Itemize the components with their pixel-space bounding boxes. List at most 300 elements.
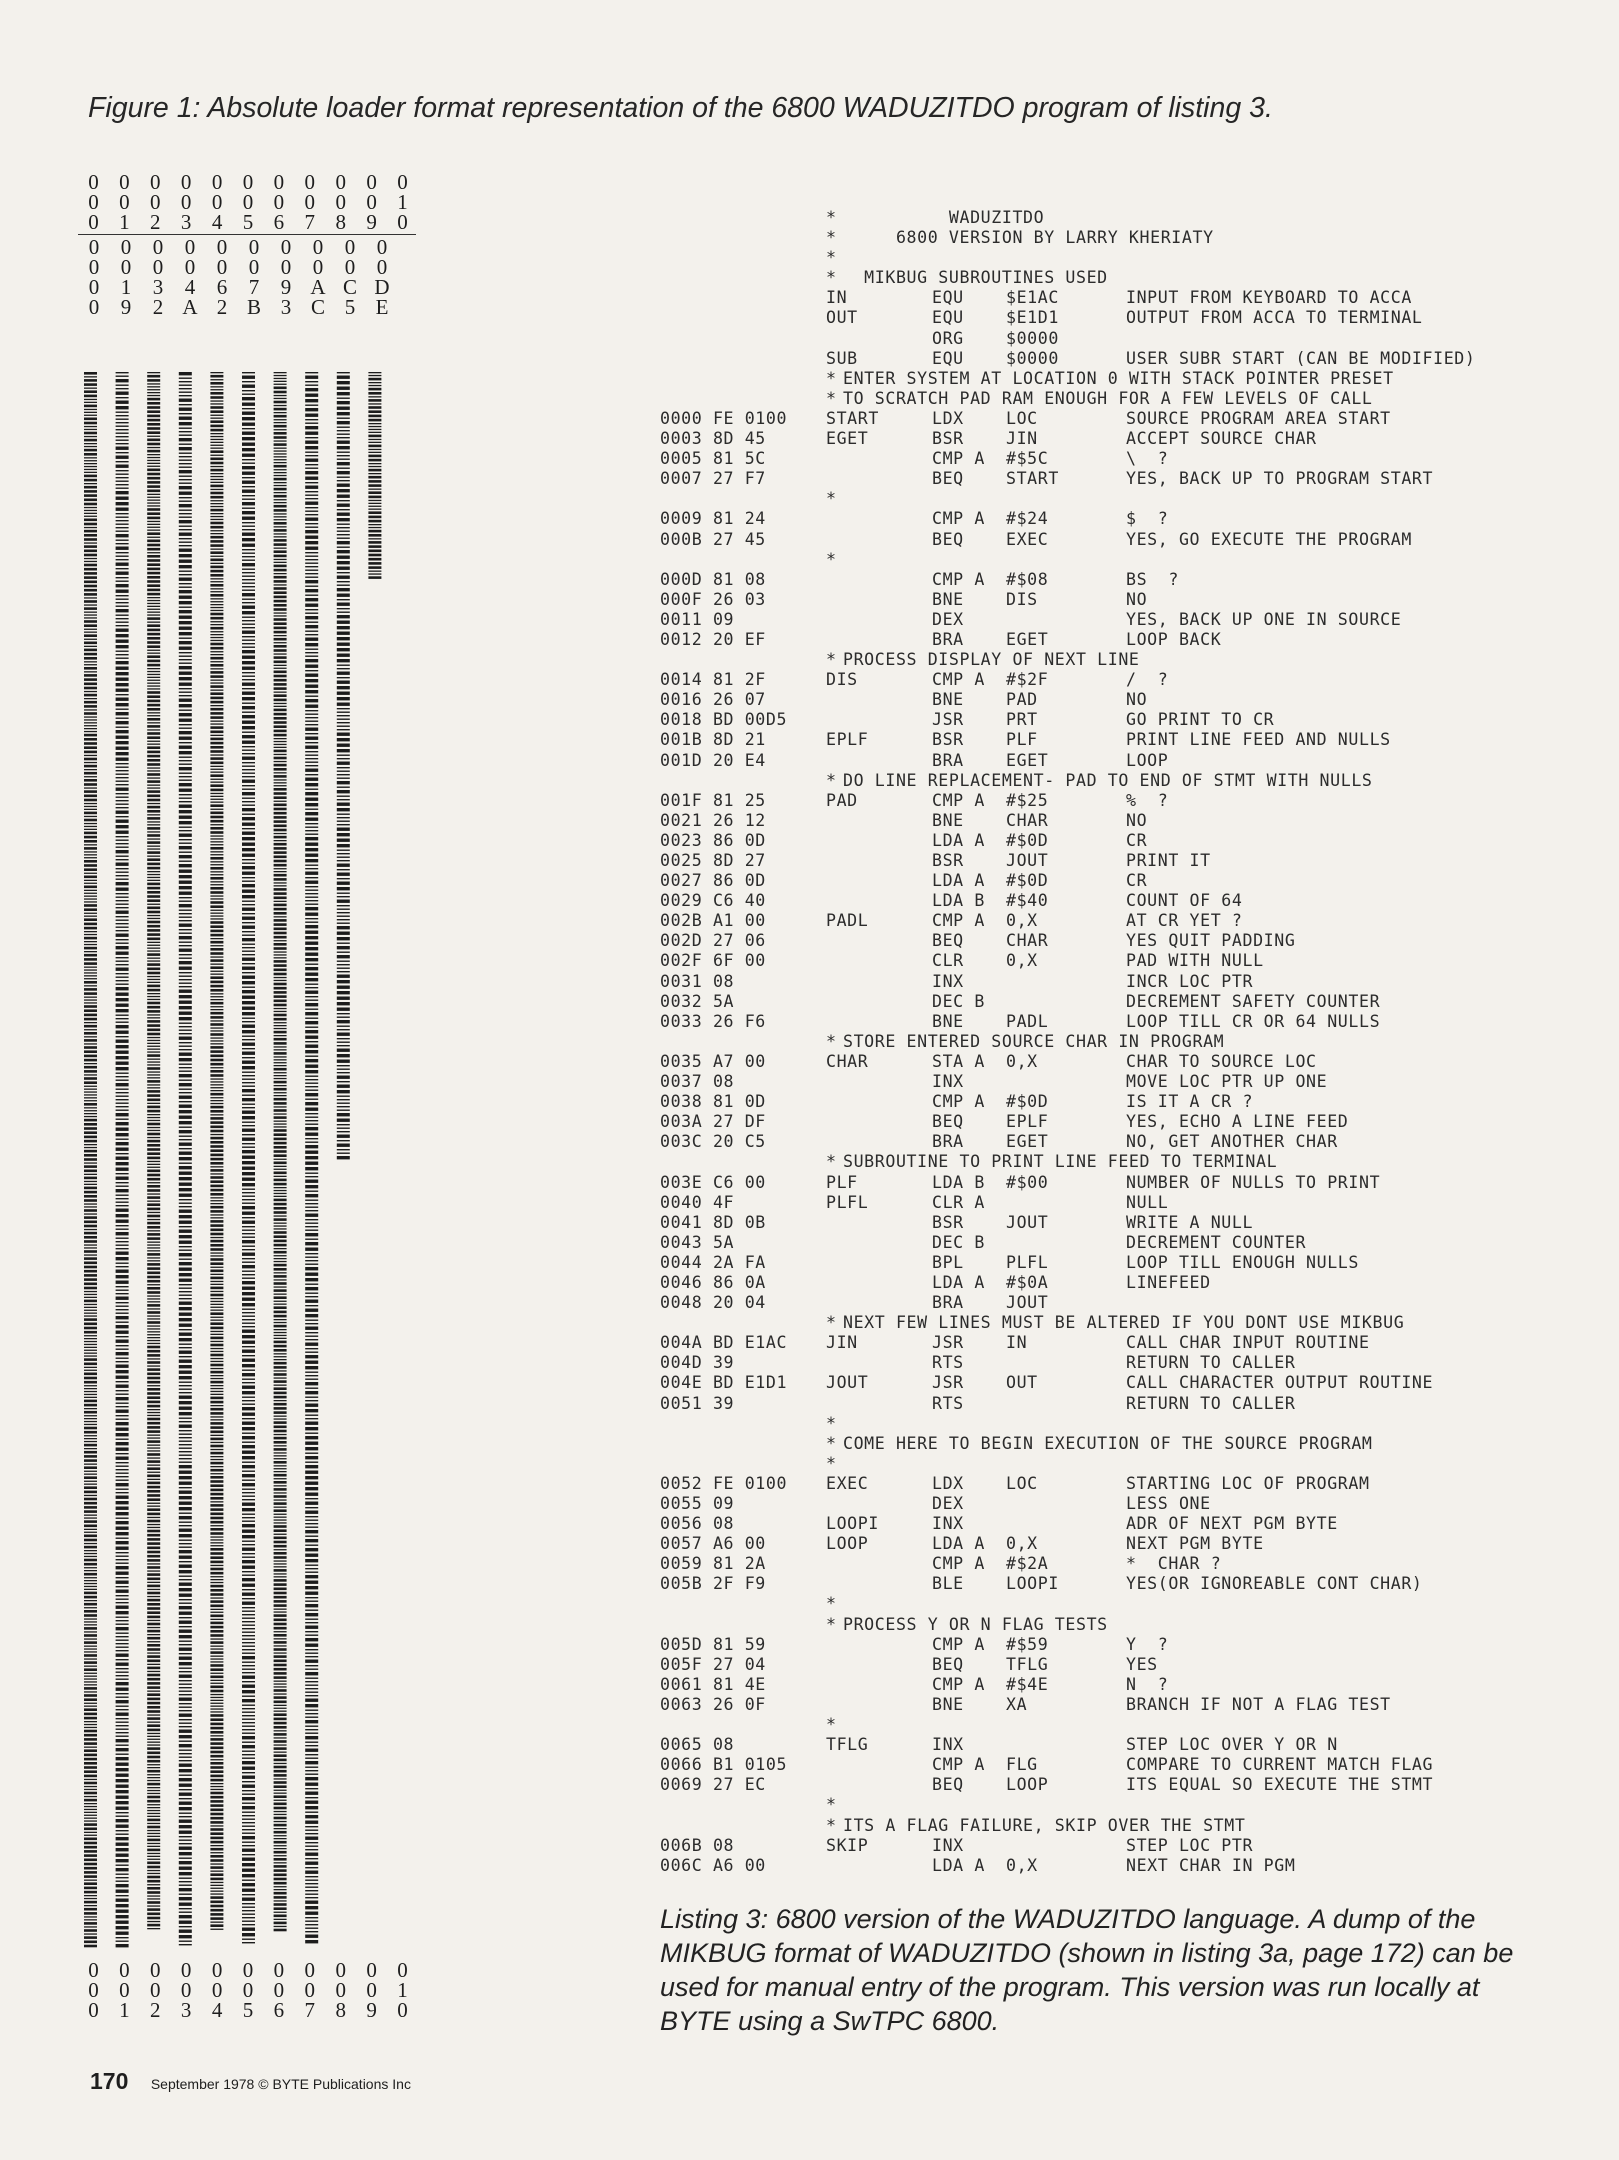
barcode-bar (147, 1024, 160, 1027)
barcode-bar (84, 1563, 97, 1566)
barcode-bar (147, 725, 160, 728)
barcode-bar (242, 583, 255, 584)
barcode-bar (84, 1466, 97, 1469)
label-field: EPLF (826, 730, 869, 750)
digit: 3 (180, 1998, 192, 2022)
barcode-bar (84, 1187, 97, 1190)
barcode-bar (116, 1480, 129, 1481)
barcode-bar (84, 1627, 97, 1630)
barcode-bar (116, 1904, 129, 1907)
barcode-bar (242, 1628, 255, 1629)
barcode-bar (147, 1422, 160, 1425)
barcode-bar (274, 840, 287, 841)
barcode-bar (305, 1293, 318, 1294)
barcode-bar (274, 1509, 287, 1512)
barcode-bar (179, 545, 192, 546)
barcode-bar (274, 1845, 287, 1846)
barcode-bar (179, 1183, 192, 1186)
barcode-bar (337, 527, 350, 528)
barcode-bar (179, 1691, 192, 1692)
barcode-bar (179, 1764, 192, 1767)
barcode-bar (274, 1711, 287, 1712)
barcode-bar (274, 964, 287, 967)
barcode-bar (242, 1217, 255, 1218)
barcode-bar (242, 1907, 255, 1908)
barcode-bar (210, 721, 223, 722)
barcode-bar (210, 1561, 223, 1564)
barcode-bar (337, 703, 350, 706)
barcode-bar (242, 976, 255, 979)
barcode-bar (210, 1630, 223, 1633)
barcode-bar (179, 699, 192, 702)
comment-field: N ? (1126, 1674, 1169, 1694)
barcode-bar (337, 585, 350, 586)
barcode-bar (337, 418, 350, 419)
barcode-bar (84, 399, 97, 400)
barcode-bar (116, 661, 129, 664)
barcode-bar (147, 386, 160, 387)
barcode-bar (147, 999, 160, 1000)
comment-field: RETURN TO CALLER (1126, 1353, 1296, 1373)
barcode-bar (116, 1142, 129, 1145)
barcode-bar (242, 947, 255, 948)
barcode-bar (274, 543, 287, 546)
barcode-bar (274, 1824, 287, 1827)
barcode-bar (337, 1026, 350, 1027)
barcode-bar (274, 1596, 287, 1599)
barcode-bar (179, 467, 192, 468)
digit: 0 (184, 235, 196, 259)
barcode-bar (305, 1672, 318, 1675)
barcode-bar (210, 1002, 223, 1005)
barcode-bar (147, 1080, 160, 1083)
barcode-bar (210, 1873, 223, 1876)
barcode-bar (147, 537, 160, 538)
comment-marker: * (826, 1795, 837, 1815)
barcode-bar (84, 1871, 97, 1874)
digit: 0 (88, 1978, 99, 2002)
barcode-bar (210, 757, 223, 760)
digit: 0 (344, 235, 356, 259)
barcode-bar (337, 1081, 350, 1082)
barcode-bar (242, 372, 255, 373)
barcode-bar (84, 1922, 97, 1925)
barcode-bar (305, 918, 318, 919)
barcode-bar (274, 1645, 287, 1646)
barcode-bar (116, 1177, 129, 1180)
barcode-bar (274, 1196, 287, 1197)
barcode-bar (179, 1291, 192, 1292)
object-code: 0037 08 (660, 1072, 735, 1092)
barcode-bar (274, 649, 287, 652)
barcode-bar (337, 781, 350, 784)
barcode-bar (147, 1373, 160, 1376)
barcode-bar (242, 376, 255, 379)
barcode-bar (337, 1110, 350, 1111)
operand-field: LOOPI (1006, 1574, 1059, 1594)
barcode-bar (147, 722, 160, 723)
barcode-bar (116, 736, 129, 739)
barcode-bar (274, 1319, 287, 1320)
barcode-bar (84, 1367, 97, 1368)
barcode-bar (147, 410, 160, 413)
barcode-bar (84, 1842, 97, 1845)
barcode-bar (210, 680, 223, 681)
digit: 0 (88, 210, 99, 234)
barcode-bar (274, 995, 287, 998)
barcode-bar (242, 1598, 255, 1599)
barcode-bar (116, 577, 129, 578)
barcode-bar (274, 622, 287, 625)
label-field: PLF (826, 1172, 858, 1192)
barcode-bar (84, 854, 97, 855)
barcode-bar (147, 633, 160, 636)
barcode-bar (179, 632, 192, 635)
barcode-bar (210, 851, 223, 852)
barcode-bar (274, 415, 287, 418)
barcode-bar (179, 886, 192, 889)
barcode-bar (179, 517, 192, 518)
barcode-bar (242, 495, 255, 496)
label-field: SKIP (826, 1835, 869, 1855)
code-line (660, 1253, 1560, 1273)
barcode-bar (84, 1820, 97, 1821)
barcode-bar (242, 481, 255, 484)
barcode-bar (84, 1455, 97, 1458)
barcode-bar (305, 893, 318, 894)
barcode-bar (147, 688, 160, 689)
barcode-bar (274, 703, 287, 704)
barcode-bar (147, 1276, 160, 1279)
barcode-bar (210, 1162, 223, 1165)
barcode-bar (242, 715, 255, 718)
object-code: 0029 C6 40 (660, 891, 766, 911)
barcode-bar (274, 1008, 287, 1009)
barcode-bar (210, 838, 223, 839)
barcode-bar (242, 1196, 255, 1197)
barcode-bar (210, 1668, 223, 1671)
barcode-bar (147, 1733, 160, 1734)
barcode-bar (147, 1494, 160, 1497)
barcode-bar (147, 1164, 160, 1165)
barcode-bar (210, 1913, 223, 1916)
barcode-bar (210, 1866, 223, 1869)
barcode-bar (242, 1656, 255, 1659)
barcode-bar (179, 1250, 192, 1251)
comment-field: YES, BACK UP ONE IN SOURCE (1126, 609, 1402, 629)
barcode-bar (337, 495, 350, 498)
object-code: 0018 BD 00D5 (660, 710, 788, 730)
barcode-bar (179, 746, 192, 749)
barcode-bar (274, 1488, 287, 1491)
barcode-bar (179, 1707, 192, 1708)
barcode-bar (116, 563, 129, 566)
barcode-bar (274, 1781, 287, 1784)
barcode-bar (116, 1785, 129, 1788)
comment-line (660, 1434, 1560, 1454)
barcode-bar (210, 1922, 223, 1923)
barcode-bar (305, 649, 318, 650)
barcode-bar (274, 465, 287, 468)
opcode-field: BNE (932, 690, 964, 710)
barcode-bar (242, 1143, 255, 1144)
operand-field: EGET (1006, 629, 1049, 649)
barcode-bar (210, 1381, 223, 1384)
barcode-bar (116, 540, 129, 541)
barcode-bar (274, 1592, 287, 1595)
barcode-bar (305, 1830, 318, 1831)
barcode-bar (210, 1929, 223, 1930)
barcode-bar (179, 1425, 192, 1428)
barcode-bar (210, 1718, 223, 1721)
barcode-bar (116, 1106, 129, 1107)
barcode-bar (305, 762, 318, 763)
barcode-bar (179, 875, 192, 878)
digit: 0 (180, 190, 192, 214)
barcode-bar (84, 1823, 97, 1826)
comment-marker: * (826, 1433, 837, 1453)
barcode-bar (179, 1329, 192, 1330)
comment-field: NUMBER OF NULLS TO PRINT (1126, 1172, 1381, 1192)
digit: A (310, 275, 326, 299)
barcode-bar (337, 980, 350, 983)
barcode-bar (147, 799, 160, 802)
operand-field: #$2A (1006, 1554, 1049, 1574)
barcode-bar (242, 1733, 255, 1734)
barcode-bar (274, 432, 287, 435)
barcode-bar (147, 810, 160, 813)
barcode-bar (179, 1550, 192, 1553)
barcode-bar (368, 426, 381, 427)
barcode-bar (179, 638, 192, 639)
barcode-bar (179, 1262, 192, 1265)
comment-field: ITS EQUAL SO EXECUTE THE STMT (1126, 1775, 1434, 1795)
barcode-bar (147, 1447, 160, 1448)
barcode-bar (242, 972, 255, 973)
barcode-bar (84, 988, 97, 991)
barcode-bar (337, 896, 350, 897)
operand-field: CHAR (1006, 810, 1049, 830)
barcode-bar (337, 1072, 350, 1073)
barcode-bar (274, 419, 287, 420)
barcode-bar (84, 1244, 97, 1245)
digit: 0 (280, 235, 292, 259)
barcode-bar (179, 976, 192, 977)
barcode-bar (179, 1789, 192, 1790)
barcode-bar (305, 830, 318, 831)
barcode-bar (274, 1627, 287, 1630)
barcode-bar (84, 1154, 97, 1157)
barcode-bar (116, 618, 129, 619)
barcode-bar (274, 587, 287, 590)
barcode-bar (147, 454, 160, 455)
barcode-bar (242, 1726, 255, 1727)
barcode-bar (274, 1133, 287, 1136)
barcode-bar (147, 1551, 160, 1554)
barcode-bar (210, 884, 223, 885)
barcode-bar (305, 1117, 318, 1118)
barcode-bar (84, 951, 97, 952)
barcode-bar (274, 1763, 287, 1764)
barcode-bar (116, 1370, 129, 1373)
barcode-bar (368, 554, 381, 557)
barcode-bar (179, 767, 192, 770)
barcode-bar (179, 578, 192, 581)
barcode-bar (147, 1445, 160, 1446)
digit: 0 (120, 255, 132, 279)
barcode-bar (116, 993, 129, 996)
barcode-bar (210, 952, 223, 955)
barcode-bar (84, 1738, 97, 1741)
barcode-bar (116, 1080, 129, 1081)
barcode-bar (84, 1867, 97, 1870)
barcode-bar (242, 1662, 255, 1663)
comment-text: WADUZITDO (843, 208, 1045, 227)
object-code: 005F 27 04 (660, 1654, 766, 1674)
barcode-bar (147, 1037, 160, 1038)
barcode-bar (242, 1278, 255, 1279)
barcode-bar (179, 1825, 192, 1828)
barcode-bar (210, 496, 223, 499)
barcode-bar (147, 841, 160, 844)
barcode-bar (116, 875, 129, 876)
barcode-bar (242, 1386, 255, 1389)
barcode-bar (242, 1167, 255, 1170)
barcode-bar (116, 543, 129, 544)
barcode-bar (242, 1524, 255, 1527)
barcode-bar (210, 1341, 223, 1342)
barcode-bar (179, 596, 192, 599)
barcode-bar (305, 580, 318, 583)
barcode-bar (116, 595, 129, 596)
barcode-bar (84, 1580, 97, 1581)
barcode-bar (147, 1644, 160, 1647)
barcode-bar (274, 868, 287, 869)
barcode-bar (274, 1403, 287, 1406)
comment-text: NEXT FEW LINES MUST BE ALTERED IF YOU DONT USE MIKBUG (843, 1313, 1405, 1333)
barcode-bar (147, 1178, 160, 1181)
barcode-bar (274, 1566, 287, 1567)
operand-field: #$5C (1006, 449, 1049, 469)
barcode-bar (147, 1702, 160, 1705)
barcode-bar (84, 1520, 97, 1523)
barcode-bar (147, 1836, 160, 1837)
barcode-bar (84, 671, 97, 672)
barcode-bar (274, 706, 287, 707)
barcode-bar (84, 634, 97, 637)
barcode-bar (179, 1543, 192, 1544)
barcode-bar (179, 1496, 192, 1499)
barcode-bar (147, 1230, 160, 1231)
barcode-bar (210, 436, 223, 437)
barcode-bar (147, 1924, 160, 1927)
barcode-bar (84, 1933, 97, 1934)
barcode-bar (210, 841, 223, 842)
barcode-bar (210, 959, 223, 962)
barcode-bar (305, 446, 318, 449)
opcode-field: LDA B (932, 891, 985, 911)
digit: 1 (397, 1978, 408, 2002)
label-field: IN (826, 288, 848, 308)
barcode-bar (337, 412, 350, 415)
barcode-bar (210, 793, 223, 794)
opcode-field: CLR A (932, 1192, 985, 1212)
object-code: 004A BD E1AC (660, 1333, 788, 1353)
barcode-bar (116, 1538, 129, 1539)
barcode-bar (147, 500, 160, 501)
barcode-bar (84, 1287, 97, 1290)
operand-field: FLG (1006, 1755, 1038, 1775)
barcode-bar (305, 1379, 318, 1380)
digit: 3 (280, 295, 292, 319)
barcode-bar (274, 618, 287, 621)
barcode-bar (210, 1484, 223, 1487)
barcode-bar (210, 450, 223, 453)
barcode-bar (84, 1250, 97, 1253)
barcode-bar (84, 1641, 97, 1644)
barcode-bar (242, 1086, 255, 1087)
barcode-bar (368, 527, 381, 528)
barcode-bar (179, 1455, 192, 1456)
barcode-bar (179, 972, 192, 973)
barcode-bar (147, 904, 160, 905)
opcode-field: BRA (932, 1293, 964, 1313)
barcode-bar (84, 1854, 97, 1857)
barcode-bar (147, 921, 160, 924)
barcode-bar (242, 1842, 255, 1843)
barcode-bar (147, 780, 160, 783)
barcode-bar (274, 1811, 287, 1812)
barcode-bar (305, 1239, 318, 1240)
barcode-bar (210, 1848, 223, 1851)
barcode-bar (274, 1514, 287, 1515)
barcode-bar (179, 1246, 192, 1247)
barcode-bar (179, 1172, 192, 1175)
barcode-bar (84, 534, 97, 537)
barcode-bar (210, 1466, 223, 1467)
barcode-bar (337, 1153, 350, 1154)
barcode-bar (84, 1803, 97, 1804)
barcode-bar (210, 1589, 223, 1592)
barcode-bar (84, 1350, 97, 1351)
barcode-bar (84, 597, 97, 598)
barcode-bar (179, 983, 192, 984)
barcode-bar (337, 799, 350, 800)
barcode-bar (242, 624, 255, 625)
barcode-bar (242, 1836, 255, 1839)
digit: 0 (150, 190, 161, 214)
barcode-bar (305, 1545, 318, 1546)
digit: 0 (88, 1958, 99, 1982)
barcode-bar (274, 1747, 287, 1750)
barcode-bar (84, 927, 97, 930)
barcode-bar (274, 1537, 287, 1540)
barcode-bar (210, 1059, 223, 1062)
barcode-bar (274, 1800, 287, 1801)
barcode-bar (305, 495, 318, 496)
barcode-bar (179, 924, 192, 927)
barcode-bar (305, 1336, 318, 1337)
barcode-bar (210, 816, 223, 819)
operand-field: 0,X (1006, 951, 1038, 971)
barcode-bar (337, 771, 350, 772)
barcode-bar (274, 744, 287, 745)
barcode-bar (305, 1626, 318, 1629)
barcode-bar (147, 527, 160, 528)
barcode-bar (242, 1125, 255, 1126)
barcode-bar (116, 718, 129, 719)
operand-field: OUT (1006, 1373, 1038, 1393)
